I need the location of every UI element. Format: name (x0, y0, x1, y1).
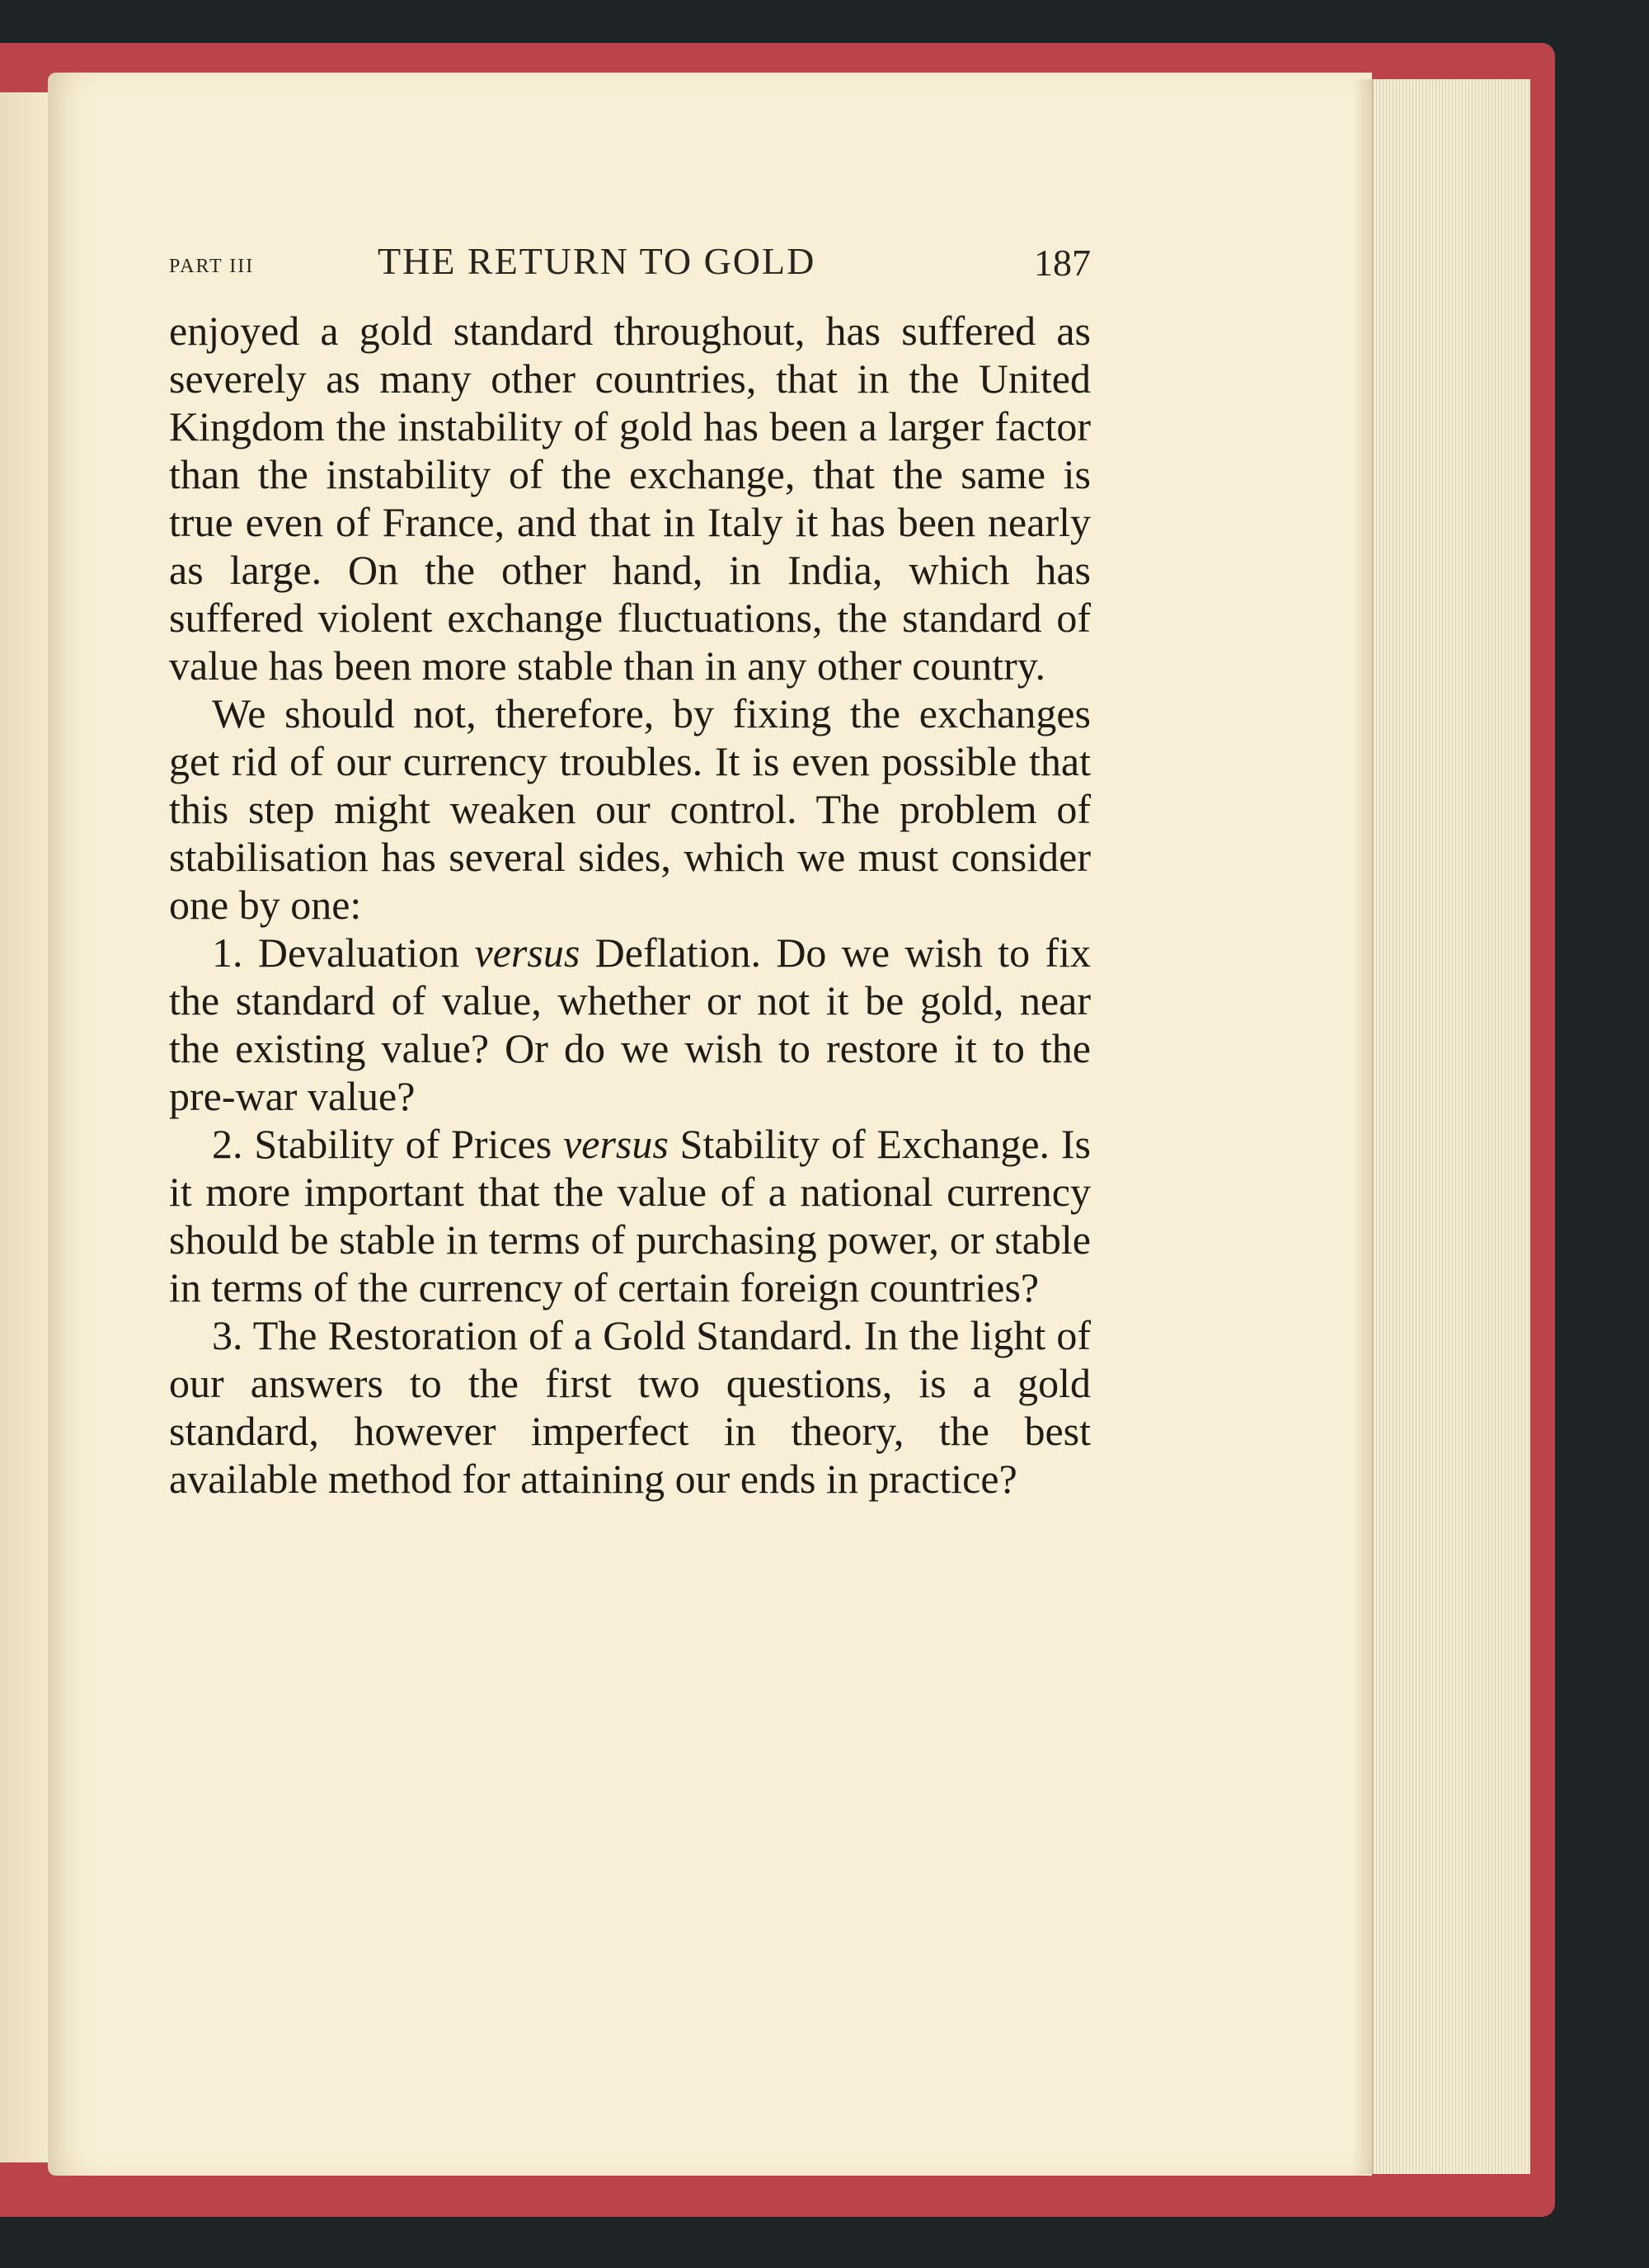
italic-versus: versus (474, 929, 580, 976)
header-title: THE RETURN TO GOLD (378, 240, 816, 282)
item-lead: 2. Stability of Prices (212, 1121, 564, 1167)
facing-page-edge (0, 92, 51, 2162)
italic-versus: versus (563, 1121, 669, 1167)
item-rest: Deflation. Do we wish to fix the standard of value, whether or not it be gold, near the existing value? Or do we wish to restore it to the pre-war value? (169, 929, 1091, 1119)
item-lead: 1. Devaluation (212, 929, 475, 976)
page-fore-edge (1372, 79, 1530, 2174)
running-header (169, 239, 1091, 297)
paragraph-item-devaluation (169, 929, 1091, 1120)
page-body (169, 307, 1091, 1503)
paragraph-item-gold-standard: 3. The Restoration of a Gold Standard. In the light of our answers to the first two questions, is a gold standard, however imperfect in theory, the best available method for attaining our ends in practice? (169, 1312, 1091, 1502)
paragraph: We should not, therefore, by fixing the exchanges get rid of our currency troubles. It is even possible that this step might weaken our control. The problem of stabilisation has several sides, which we must consider one by one: (169, 690, 1091, 928)
paragraph-item-stability (169, 1120, 1091, 1311)
item-rest: Stability of Exchange. Is it more important that the value of a national currency should be stable in terms of purchasing power, or stable in terms of the currency of certain foreign countries? (169, 1121, 1091, 1310)
paragraph: enjoyed a gold standard throughout, has suffered as severely as many other countries, that in the United Kingdom the instability of gold has been a larger factor than the instability of the exchange, that the same is true even of France, and that in Italy it has been nearly as large. On the other hand, in India, which has suffered violent exchange fluctuations, the standard of value has been more stable than in any other country. (169, 308, 1091, 689)
header-part-label: PART III (169, 256, 255, 277)
page-number: 187 (1034, 242, 1091, 284)
